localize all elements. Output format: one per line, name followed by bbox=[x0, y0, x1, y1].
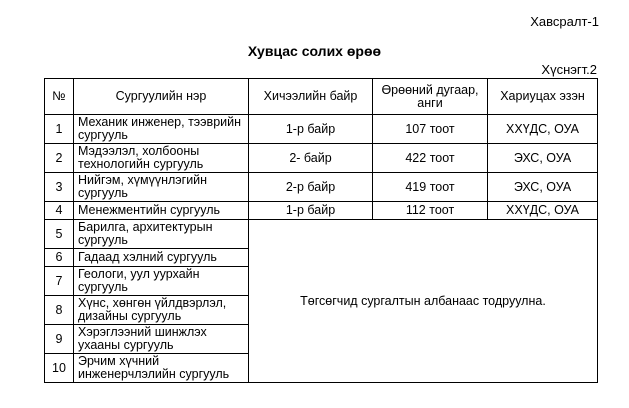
header-responsible: Хариуцах эзэн bbox=[488, 79, 598, 115]
row-number: 8 bbox=[45, 296, 74, 325]
school-name: Мэдээлэл, холбооны технологийн сургууль bbox=[74, 144, 249, 173]
table-row bbox=[45, 202, 598, 220]
row-number: 1 bbox=[45, 115, 74, 144]
school-name: Нийгэм, хүмүүнлэгийн сургууль bbox=[74, 173, 249, 202]
row-number: 6 bbox=[45, 249, 74, 267]
row-number: 5 bbox=[45, 220, 74, 249]
row-number: 2 bbox=[45, 144, 74, 173]
row-number: 9 bbox=[45, 325, 74, 354]
school-name: Механик инженер, тээврийн сургууль bbox=[74, 115, 249, 144]
header-number: № bbox=[45, 79, 74, 115]
row-number: 4 bbox=[45, 202, 74, 220]
school-name: Менежментийн сургууль bbox=[74, 202, 249, 220]
row-number: 7 bbox=[45, 267, 74, 296]
row-number: 10 bbox=[45, 354, 74, 383]
row-number: 3 bbox=[45, 173, 74, 202]
room-cell: 112 тоот bbox=[373, 202, 488, 220]
table-number-label: Хүснэгт.2 bbox=[541, 62, 597, 77]
school-name: Гадаад хэлний сургууль bbox=[74, 249, 249, 267]
document-title: Хувцас солих өрөө bbox=[247, 43, 382, 59]
appendix-label: Хавсралт-1 bbox=[530, 14, 599, 29]
building-cell: 2-р байр bbox=[249, 173, 373, 202]
table-header-row bbox=[45, 79, 598, 115]
changing-room-table bbox=[44, 78, 598, 383]
table-row bbox=[45, 173, 598, 202]
responsible-cell: ХХҮДС, ОУА bbox=[488, 115, 598, 144]
room-cell: 419 тоот bbox=[373, 173, 488, 202]
header-building: Хичээлийн байр bbox=[249, 79, 373, 115]
school-name: Хэрэглээний шинжлэх ухааны сургууль bbox=[74, 325, 249, 354]
merged-note-cell: Төгсөгчид сургалтын албанаас тодруулна. bbox=[249, 220, 598, 383]
table-row bbox=[45, 220, 598, 249]
header-room: Өрөөний дугаар, анги bbox=[373, 79, 488, 115]
header-school: Сургуулийн нэр bbox=[74, 79, 249, 115]
school-name: Хүнс, хөнгөн үйлдвэрлэл, дизайны сургууль bbox=[74, 296, 249, 325]
room-cell: 422 тоот bbox=[373, 144, 488, 173]
responsible-cell: ЭХС, ОУА bbox=[488, 144, 598, 173]
table-row bbox=[45, 144, 598, 173]
responsible-cell: ХХҮДС, ОУА bbox=[488, 202, 598, 220]
responsible-cell: ЭХС, ОУА bbox=[488, 173, 598, 202]
school-name: Геологи, уул уурхайн сургууль bbox=[74, 267, 249, 296]
building-cell: 2- байр bbox=[249, 144, 373, 173]
school-name: Барилга, архитектурын сургууль bbox=[74, 220, 249, 249]
building-cell: 1-р байр bbox=[249, 202, 373, 220]
room-cell: 107 тоот bbox=[373, 115, 488, 144]
table-row bbox=[45, 115, 598, 144]
school-name: Эрчим хүчний инженерчлэлийн сургууль bbox=[74, 354, 249, 383]
building-cell: 1-р байр bbox=[249, 115, 373, 144]
